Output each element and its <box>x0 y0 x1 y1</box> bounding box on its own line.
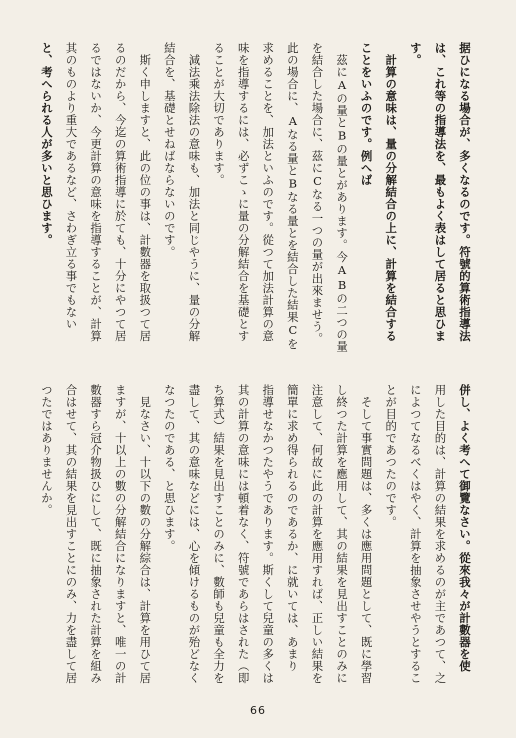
text-line: は、これ等の指導法を、最もよく表はして居ると思ひま <box>433 42 448 342</box>
upper-text-block <box>26 42 477 370</box>
text-line: 其の計算の意味には頓着なく、符號であらはされた（即 <box>236 384 251 684</box>
text-line: 簡單に求め得られるのであるか、に就いては、あまり <box>285 384 300 672</box>
text-line: るのだから、今迄の算術指導に於ても、十分にやつて居 <box>113 42 128 342</box>
text-line: し終つた計算を應用して、其の結果を見出すことのみに <box>335 384 350 684</box>
text-line: 用した目的は、計算の結果を求めるのが主であつて、之 <box>433 384 448 684</box>
text-line: 指導せなかつたやうであります。斯くして兒童の多くは <box>261 384 276 684</box>
text-line: とが目的であつたのです。 <box>384 384 399 528</box>
text-line: 求めることを、加法といふのです。從つて加法計算の意 <box>261 42 276 342</box>
text-line: 合はせて、其の結果を見出すことにのみ、力を盡して居 <box>64 384 79 684</box>
text-line: 數器すら冠介物扱ひにして、既に抽象された計算を組み <box>89 384 104 684</box>
page-number: 66 <box>250 704 266 717</box>
text-line: 斯く申しますと、此の位の事は、計數器を取扱つて居 <box>138 42 153 342</box>
text-line: ますが、十以上の數の分解結合になりますと、唯一の計 <box>113 384 128 684</box>
text-line: によつてなるべくはやく、計算を抽象させやうとするこ <box>408 384 423 684</box>
text-line: 味を指導するには、必ずこゝに量の分解結合を基礎とす <box>236 42 251 342</box>
lower-text-block <box>26 384 477 702</box>
text-line: 注意して、何故に此の計算を應用すれば、正しい結果を <box>310 384 325 684</box>
text-line: 其のものより重大であるなど、さわぎ立る事でもない <box>64 42 79 330</box>
text-line: ことをいふのです。例へば <box>359 42 374 186</box>
text-line: と、考へられる人が多いと思ひます。 <box>39 42 54 246</box>
text-line: 結合を、基礎とせねばならないのです。 <box>162 42 177 258</box>
text-line: 据ひになる場合が、多くなるのです。符號的算術指導法 <box>458 42 472 342</box>
text-line: るではないか、今更計算の意味を指導することが、計算 <box>89 42 104 342</box>
text-line: を結合した場合に、茲にCなる一つの量が出來ませう。 <box>310 42 325 345</box>
text-line: つたではありませんか。 <box>39 384 54 516</box>
text-line: 減法乘法除法の意味も、加法と同じやうに、量の分解 <box>187 42 202 342</box>
text-line: そして事實問題は、多くは應用問題として、既に學習 <box>359 384 374 684</box>
text-line: 茲にAの量とBの量とがあります。今ABの二つの量 <box>335 42 350 353</box>
text-line: なつたのである、と思ひます。 <box>162 384 177 552</box>
text-line: ることが大切であります。 <box>212 42 227 186</box>
text-line: 此の場合に、Aなる量とBなる量とを結合した結果Cを <box>285 42 300 350</box>
text-line: 計算の意味は、量の分解結合の上に、計算を結合する <box>384 42 399 342</box>
text-line: ち算式）結果を見出すことのみに、數師も兒童も全力を <box>212 384 227 684</box>
text-line: 盡して、其の意味などには、心を傾けるものが殆どなく <box>187 384 202 684</box>
text-line: 併し、よく考へて御覽なさい。從來我々が計數器を使 <box>458 384 472 672</box>
text-line: す。 <box>408 42 423 66</box>
text-line: 見なさい、十以下の數の分解綜合は、計算を用ひて居 <box>138 384 153 684</box>
